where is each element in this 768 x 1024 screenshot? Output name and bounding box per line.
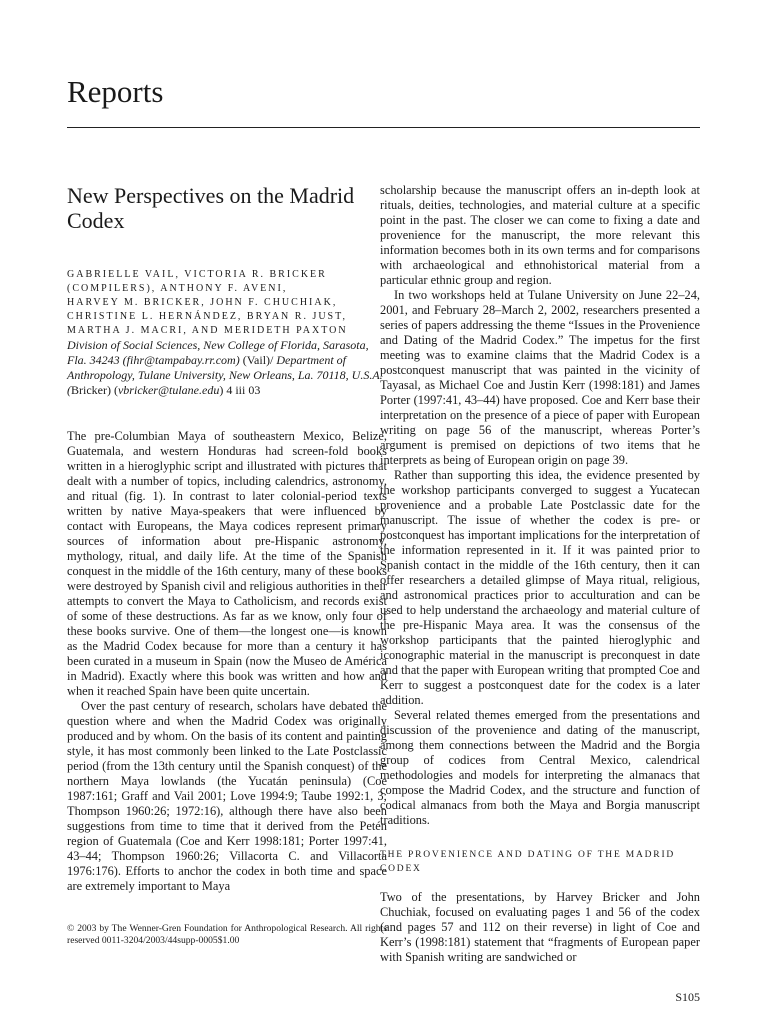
author-affiliation [67,338,387,398]
affiliation-part: Bricker) ( [71,383,118,397]
body-paragraph: In two workshops held at Tulane University on June 22–24, 2001, and February 28–March 2, 2002, researchers presented a series of papers addressing the theme “Issues in the Provenience and Dating of the Madrid Codex.” The impetus for the first meeting was to examine claims that the Madrid Codex is a postconquest manuscript that was painted in the vicinity of Tayasal, as Michael Coe and Justin Kerr (1998:181) and James Porter (1997:41, 43–44) have proposed. Coe and Kerr base their interpretation on the presence of a piece of paper with European writing on page 56 of the manuscript, whereas Porter’s argument is premised on depictions of two items that he interprets as being of European origin on page 39. [380,288,700,467]
header-rule [67,127,700,128]
author-line: GABRIELLE VAIL, VICTORIA R. BRICKER [67,269,327,280]
author-list [67,268,387,338]
section-subheading: THE PROVENIENCE AND DATING OF THE MADRID CODEX [380,850,676,874]
body-paragraph: The pre-Columbian Maya of southeastern Mexico, Belize, Guatemala, and western Honduras had screen-fold books written in a hieroglyphic script and illustrated with pictures that dealt with a number of topics, including calendrics, astronomy, and ritual (fig. 1). In contrast to later colonial-period texts written by native Maya-speakers that were influenced by contact with Europeans, the Maya codices represent primary sources of information about pre-Hispanic astronomy, mythology, ritual, and daily life. At the time of the Spanish conquest in the middle of the 16th century, many of these books were destroyed by Spanish civil and religious authorities in their attempts to convert the Maya to Catholicism, and records exist of some of these destructions. As far as we know, only four of these books survive. One of them—the longest one—is known as the Madrid Codex because for more than a century it has been curated in a museum in Spain (now the Museo de América in Madrid). Exactly where this book was written and how and when it reached Spain have been quite uncertain. [67,429,387,698]
affiliation-part: vbricker@tulane.edu [117,383,220,397]
article-title: New Perspectives on the Madrid Codex [67,183,355,233]
right-column [380,183,700,965]
affiliation-part: ) 4 iii 03 [219,383,261,397]
author-line: MARTHA J. MACRI, AND MERIDETH PAXTON [67,325,348,336]
affiliation-part: Department of Anthropology, Tulane University, New Orleans, La. 70118, U.S.A. ( [67,353,383,397]
body-paragraph: Several related themes emerged from the presentations and discussion of the provenience and dating of the manuscript, among them connections between the Madrid and the Borgia group of codices from Central Mexico, calendrical methodologies and models for interpreting the almanacs that compose the Madrid Codex, and the structure and function of codical almanacs from both the Maya and Borgia manuscript traditions. [380,708,700,827]
author-line: (COMPILERS), ANTHONY F. AVENI, [67,283,288,294]
body-paragraph: Over the past century of research, scholars have debated the question where and when the Madrid Codex was originally produced and by whom. On the basis of its content and painting style, it has most commonly been linked to the Late Postclassic period (from the 13th century until the Spanish conquest) of the northern Maya lowlands (the Yucatán peninsula) (Coe 1987:161; Graff and Vail 2001; Love 1994:9; Taube 1992:1, 3; Thompson 1960:26; 1972:16), although there have also been suggestions from time to time that it derived from the Petén region of Guatemala (Coe and Kerr 1998:181; Porter 1997:41, 43–44; Thompson 1960:26; Villacorta C. and Villacorta 1976:176). Efforts to anchor the codex in both time and space are extremely important to Maya [67,699,387,893]
affiliation-part: Division of Social Sciences, New College of Florida, Sarasota, Fla. 34243 (fihr@tampabay.rr.com) [67,338,369,367]
author-line: HARVEY M. BRICKER, JOHN F. CHUCHIAK, [67,297,338,308]
spacer [67,398,387,429]
page-number: S105 [675,990,700,1004]
copyright-notice: © 2003 by The Wenner-Gren Foundation for Anthropological Research. All rights reserved 0011-3204/2003/44supp-0005$1.00 [67,923,387,946]
author-line: CHRISTINE L. HERNÁNDEZ, BRYAN R. JUST, [67,311,347,322]
body-paragraph: Two of the presentations, by Harvey Bricker and John Chuchiak, focused on evaluating pages 1 and 56 of the codex (and pages 57 and 112 on their reverse) in light of Coe and Kerr’s (1998:181) statement that “fragments of European paper with Spanish writing are sandwiched or [380,890,700,964]
left-column [67,183,387,894]
body-paragraph: scholarship because the manuscript offers an in-depth look at rituals, deities, technologies, and material culture at a specific point in the past. The closer we can come to fixing a date and provenience for the manuscript, the more relevant this information becomes both in its own terms and for comparisons with archaeological and ethnohistorical material from a particular ethnic group and region. [380,183,700,287]
affiliation-part: (Vail)/ [239,353,274,367]
section-heading: Reports [67,74,164,109]
body-paragraph: Rather than supporting this idea, the evidence presented by the workshop participants converged to suggest a Yucatecan provenience and a probable Late Postclassic date for the manuscript. The issue of whether the codex is pre- or postconquest has important implications for the interpretation of the information represented in it. If it was painted prior to Spanish contact in the middle of the 16th century, then it can offer researchers a detailed glimpse of Maya ritual, religious, and astronomical practices prior to acculturation and can be used to help understand the archaeology and material culture of the pre-Hispanic Maya area. It was the consensus of the workshop participants that the painted hieroglyphic and iconographic material in the manuscript is preconquest in date and that the paper with European writing that prompted Coe and Kerr to suggest a postconquest date for the codex is a later addition. [380,468,700,707]
